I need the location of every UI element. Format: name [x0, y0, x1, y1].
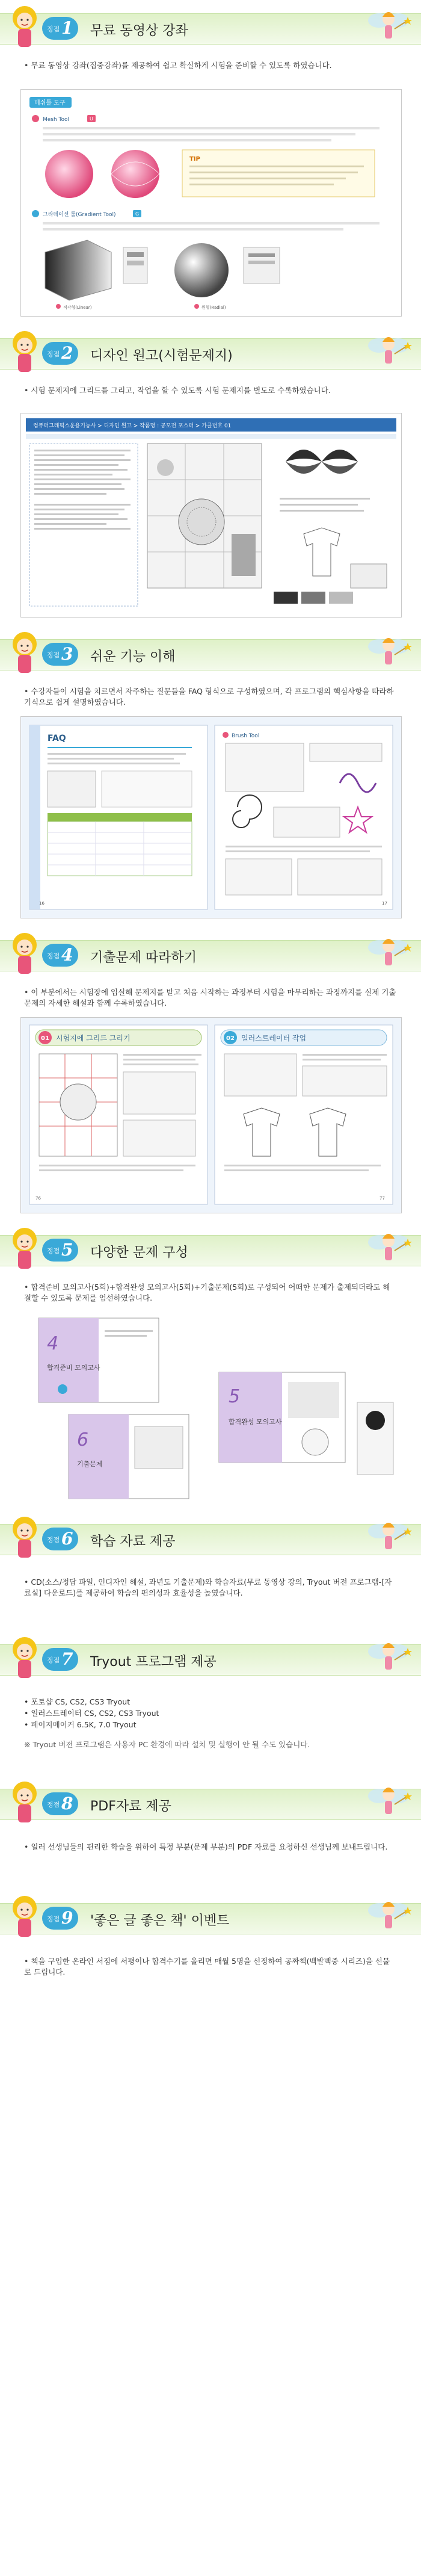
preview4-tab1-label: 시험지에 그리드 그리기: [56, 1034, 131, 1042]
fairy-mascot-icon: [361, 1633, 415, 1682]
step-badge: [42, 1907, 78, 1930]
girl-mascot-icon: [4, 0, 46, 54]
preview5-book1-title: 합격준비 모의고사: [47, 1364, 100, 1372]
preview4-tab1-num: 01: [41, 1035, 49, 1042]
girl-mascot-icon: [4, 626, 46, 680]
step-badge: [42, 17, 78, 40]
preview1-label-a: 직각형(Linear): [63, 305, 92, 310]
preview1-shortcut-a: U: [90, 116, 93, 122]
preview3-section-label: Brush Tool: [232, 733, 260, 739]
step-number: 1: [61, 18, 73, 38]
preview-page-5: [20, 1312, 401, 1502]
step-number: 3: [61, 644, 73, 664]
step-label: 정점: [47, 1801, 60, 1809]
fairy-mascot-icon: [361, 327, 415, 376]
mesh-example-2: [111, 150, 159, 198]
section-8: [0, 1776, 421, 1890]
mesh-example-1: [45, 150, 93, 198]
girl-mascot-icon: [4, 1631, 46, 1685]
section-2: [0, 325, 421, 626]
section-1: [0, 0, 421, 325]
section-banner: [0, 1511, 421, 1565]
section-title: 다양한 문제 구성: [90, 1245, 188, 1260]
section-description: • 이 부분에서는 시험장에 입실해 문제지를 받고 처음 시작하는 과정부터 시험을 마무리하는 과정까지를 실제 기출문제의 자세한 해설과 함께 수록하였습니다.: [24, 988, 396, 1008]
preview-page-2: [20, 413, 402, 618]
fairy-mascot-icon: [361, 1224, 415, 1272]
step-label: 정점: [47, 1536, 60, 1544]
section-title: 무료 동영상 강좌: [90, 23, 188, 39]
preview5-book1-num: 4: [47, 1333, 59, 1354]
tryout-list: [24, 1696, 397, 1730]
step-label: 정점: [47, 25, 60, 33]
section-banner: [0, 1776, 421, 1830]
preview-page-3: [20, 716, 402, 918]
step-label: 정점: [47, 1656, 60, 1664]
section-title: Tryout 프로그램 제공: [90, 1655, 217, 1670]
preview-page-1: [20, 89, 402, 317]
step-badge: [42, 643, 78, 666]
section-title: 쉬운 기능 이해: [90, 649, 176, 664]
section-title: '좋은 글 좋은 책' 이벤트: [90, 1913, 230, 1928]
preview4-pagenum-left: 76: [35, 1196, 41, 1201]
section-banner: [0, 325, 421, 379]
section-description: • 책을 구입한 온라인 서점에 서평이나 합격수기를 올리면 매월 5명을 선정하여 공짜책(백발백중 시리즈)을 선물로 드립니다.: [24, 1957, 390, 1977]
step-number: 4: [61, 945, 73, 965]
step-label: 정점: [47, 1915, 60, 1923]
section-banner: [0, 0, 421, 54]
section-title: 기출문제 따라하기: [90, 950, 197, 965]
preview5-book2-title: 합격완성 모의고사: [229, 1418, 282, 1426]
preview1-label-b: 원형(Radial): [201, 305, 226, 310]
preview3-pagenum-right: 17: [382, 901, 387, 906]
preview-page-4: [20, 1017, 402, 1213]
section-description: • 수강자들이 시험을 치르면서 자주하는 질문들을 FAQ 형식으로 구성하였으며, 각 프로그램의 핵심사항을 따라하기식으로 쉽게 설명하였습니다.: [24, 687, 394, 707]
section-banner: [0, 1631, 421, 1685]
preview5-book3-title: 기출문제: [77, 1460, 103, 1468]
section-title: PDF자료 제공: [90, 1799, 171, 1814]
step-label: 정점: [47, 350, 60, 358]
section-description: • 일러 선생님들의 편리한 학습을 위하여 특정 부분(문제 부분)의 PDF 자료를 요청하신 선생님께 보내드립니다.: [24, 1842, 388, 1851]
preview4-pagenum-right: 77: [380, 1196, 385, 1201]
step-number: 5: [61, 1240, 73, 1260]
step-number: 7: [61, 1649, 73, 1669]
fairy-mascot-icon: [361, 929, 415, 977]
preview3-pagenum-left: 16: [39, 901, 45, 906]
preview1-heading: 메쉬툴 도구: [34, 100, 66, 107]
preview5-book3-num: 6: [77, 1429, 89, 1451]
girl-mascot-icon: [4, 927, 46, 981]
fairy-mascot-icon: [361, 1778, 415, 1826]
list-item: • 페이지메이커 6.5K, 7.0 Tryout: [24, 1720, 137, 1729]
step-number: 9: [61, 1908, 73, 1928]
step-label: 정점: [47, 651, 60, 659]
fairy-mascot-icon: [361, 2, 415, 51]
section-banner: [0, 626, 421, 680]
step-badge: [42, 342, 78, 365]
preview1-tool-a: Mesh Tool: [43, 117, 70, 123]
fairy-mascot-icon: [361, 1892, 415, 1940]
section-description: • 무료 동영상 강좌(집중강좌)를 제공하여 쉽고 확실하게 시험을 준비할 수 있도록 하였습니다.: [24, 61, 332, 70]
section-banner: [0, 927, 421, 981]
girl-mascot-icon: [4, 325, 46, 379]
section-banner: [0, 1890, 421, 1944]
section-3: [0, 626, 421, 927]
section-banner: [0, 1222, 421, 1276]
step-number: 6: [61, 1529, 73, 1549]
girl-mascot-icon: [4, 1890, 46, 1944]
preview1-shortcut-b: G: [135, 211, 140, 217]
list-item: • 포토샵 CS, CS2, CS3 Tryout: [24, 1697, 131, 1706]
section-description: • 시험 문제지에 그리드를 그리고, 작업을 할 수 있도록 시험 문제지를 별도로 수록하였습니다.: [24, 386, 331, 395]
girl-mascot-icon: [4, 1511, 46, 1565]
section-5: [0, 1222, 421, 1511]
preview5-book2-num: 5: [229, 1386, 241, 1407]
list-item: • 일러스트레이터 CS, CS2, CS3 Tryout: [24, 1709, 159, 1718]
section-description: • 합격준비 모의고사(5회)+합격완성 모의고사(5회)+기출문제(5회)로 구성되어 어떠한 문제가 출제되더라도 해결할 수 있도록 문제를 엄선하였습니다.: [24, 1283, 390, 1302]
step-badge: [42, 1528, 78, 1550]
girl-mascot-icon: [4, 1776, 46, 1830]
preview4-tab2-label: 일러스트레이터 작업: [241, 1034, 307, 1042]
section-description: • CD(소스/정답 파일, 인디자인 해설, 과년도 기출문제)와 학습자료(무료 동영상 강의, Tryout 버전 프로그램-[자료실] 다운로드)를 제공하여 학습의 편의성과 효율성을 높였습니다.: [24, 1577, 392, 1597]
preview3-faq-title: FAQ: [48, 734, 66, 743]
girl-mascot-icon: [4, 1222, 46, 1276]
section-4: [0, 927, 421, 1222]
step-label: 정점: [47, 1247, 60, 1255]
section-6: [0, 1511, 421, 1631]
step-badge: [42, 1792, 78, 1815]
fairy-mascot-icon: [361, 1513, 415, 1561]
tryout-note: ※ Tryout 버전 프로그램은 사용자 PC 환경에 따라 설치 및 실행이 안 될 수도 있습니다.: [24, 1740, 310, 1749]
preview1-tip: TIP: [189, 156, 200, 163]
section-9: [0, 1890, 421, 2022]
preview1-tool-b: 그라데이션 툴(Gradient Tool): [43, 212, 116, 218]
section-title: 디자인 원고(시험문제지): [90, 348, 233, 364]
fairy-mascot-icon: [361, 628, 415, 677]
preview2-header: 컴퓨터그래픽스운용기능사 > 디자인 원고 > 작품명 : 공모전 포스터 > 가클번호 01: [33, 423, 232, 429]
section-title: 학습 자료 제공: [90, 1534, 176, 1549]
section-7: [0, 1631, 421, 1776]
step-label: 정점: [47, 952, 60, 960]
step-badge: [42, 1648, 78, 1671]
preview4-tab2-num: 02: [226, 1035, 235, 1042]
step-badge: [42, 944, 78, 967]
step-badge: [42, 1239, 78, 1262]
step-number: 2: [61, 343, 73, 363]
step-number: 8: [61, 1794, 73, 1813]
